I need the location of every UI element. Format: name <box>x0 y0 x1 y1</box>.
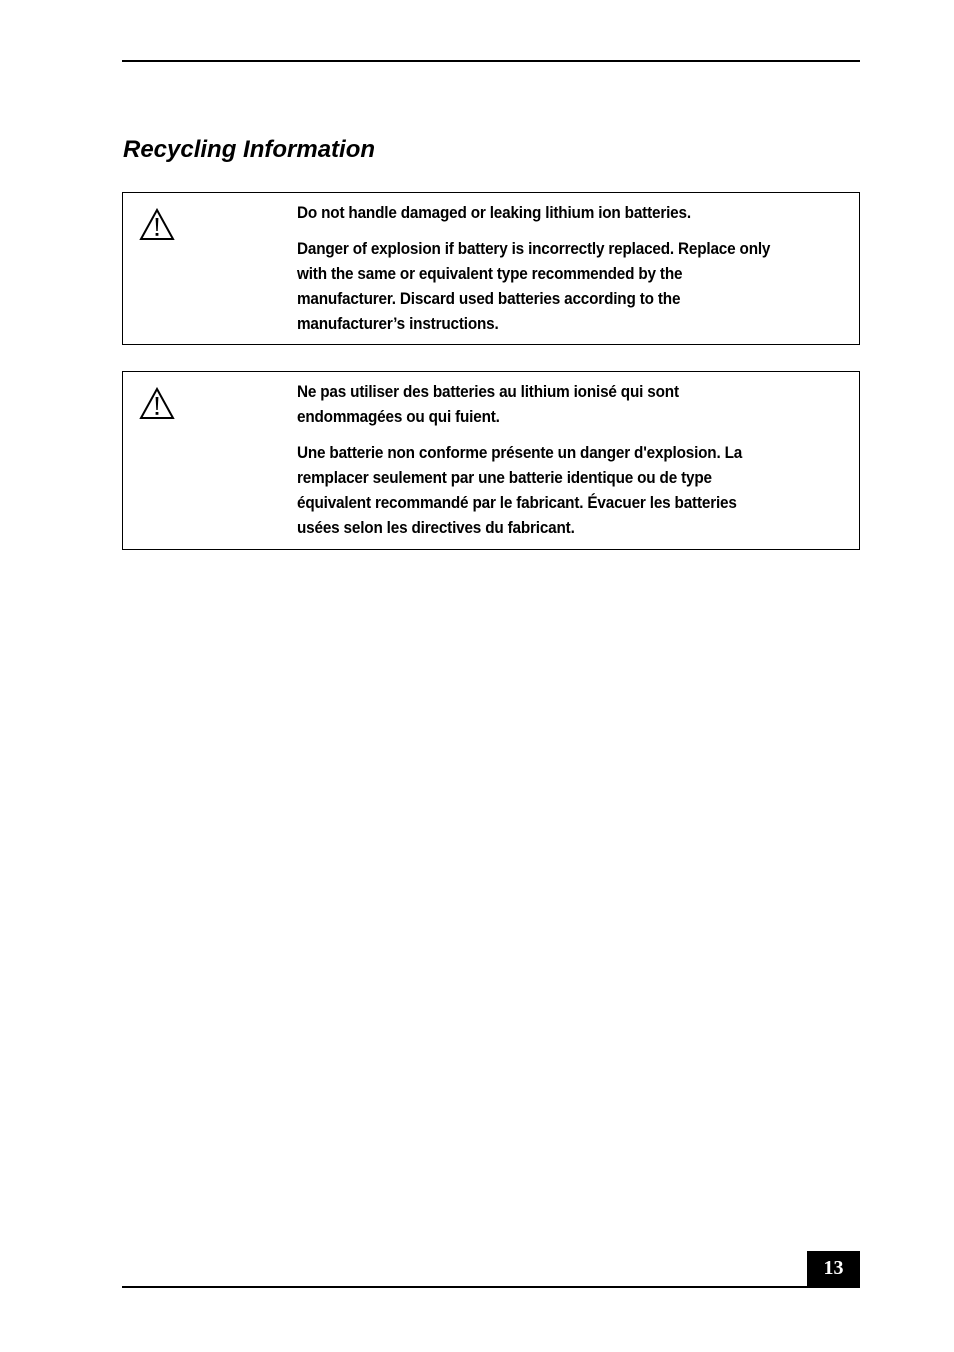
text-line: Ne pas utiliser des batteries au lithium ionisé qui sont <box>297 382 679 401</box>
warning-paragraph <box>297 379 797 429</box>
warning-icon <box>139 208 175 242</box>
text-line: usées selon les directives du fabricant. <box>297 518 575 537</box>
text-line: Une batterie non conforme présente un danger d'explosion. La <box>297 443 743 462</box>
text-line: manufacturer. Discard used batteries according to the <box>297 289 681 308</box>
section-title: Recycling Information <box>123 136 376 163</box>
warning-text <box>297 200 797 347</box>
text-line: équivalent recommandé par le fabricant. Évacuer les batteries <box>297 493 737 512</box>
warning-box-french <box>122 371 860 550</box>
text-line: Danger of explosion if battery is incorrectly replaced. Replace only <box>297 239 771 258</box>
text-line: Do not handle damaged or leaking lithium ion batteries. <box>297 203 691 222</box>
text-line: manufacturer’s instructions. <box>297 314 499 333</box>
warning-paragraph <box>297 236 797 336</box>
text-line: with the same or equivalent type recommended by the <box>297 264 683 283</box>
warning-paragraph <box>297 440 797 540</box>
warning-icon <box>139 387 175 421</box>
text-line: remplacer seulement par une batterie identique ou de type <box>297 468 712 487</box>
warning-text <box>297 379 797 551</box>
warning-paragraph <box>297 200 797 225</box>
header-rule <box>122 60 860 62</box>
page-number: 13 <box>807 1251 860 1287</box>
text-line: endommagées ou qui fuient. <box>297 407 500 426</box>
footer-rule <box>122 1286 860 1288</box>
warning-box-english <box>122 192 860 345</box>
